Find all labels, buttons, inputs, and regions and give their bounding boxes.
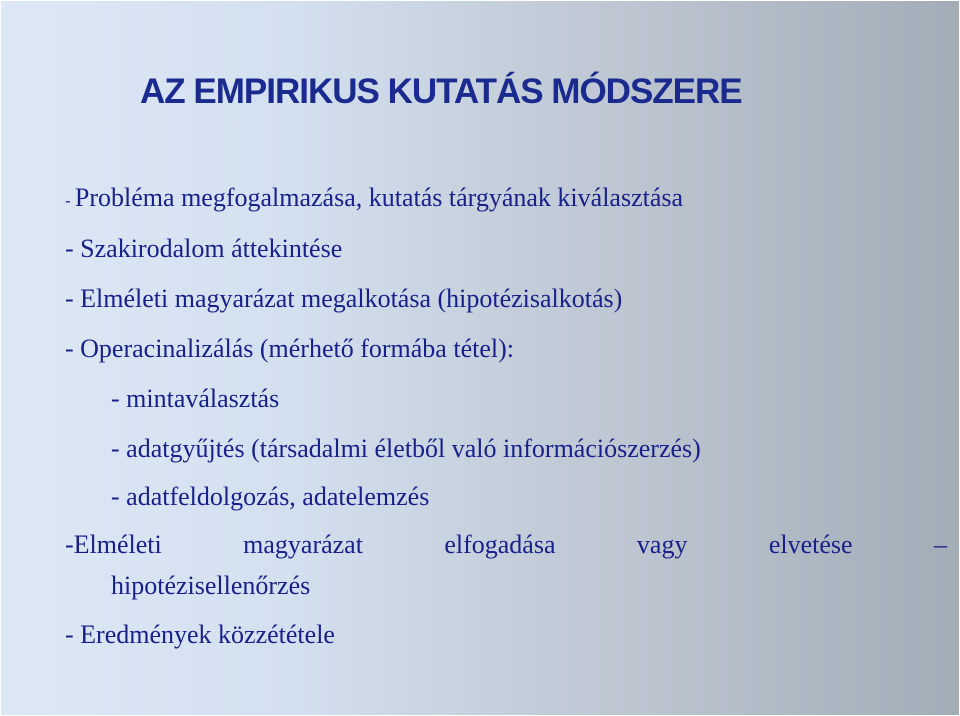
sub-list-item: - adatfeldolgozás, adatelemzés — [111, 482, 430, 511]
list-item-dash: - — [65, 191, 75, 210]
list-item: - Elméleti magyarázat megalkotása (hipotézisalkotás) — [65, 284, 623, 313]
list-item: - Szakirodalom áttekintése — [65, 234, 343, 263]
sub-list-item: - adatgyűjtés (társadalmi életből való információszerzés) — [111, 434, 701, 463]
list-item: - Operacinalizálás (mérhető formába tétel): — [65, 334, 514, 363]
slide-title: AZ EMPIRIKUS KUTATÁS MÓDSZERE — [140, 72, 742, 111]
word: magyarázat — [243, 530, 363, 559]
sub-list-item: - mintaválasztás — [111, 384, 280, 413]
list-item-justified — [65, 530, 947, 560]
word: -Elméleti — [65, 530, 162, 559]
word: – — [933, 530, 947, 559]
list-item-text: Probléma megfogalmazása, kutatás tárgyának kiválasztása — [74, 183, 684, 212]
list-item — [65, 183, 683, 216]
list-item-continuation: hipotézisellenőrzés — [111, 571, 311, 600]
list-item: - Eredmények közzététele — [65, 620, 335, 649]
word: vagy — [636, 530, 688, 559]
word: elfogadása — [444, 530, 556, 559]
word: elvetése — [768, 530, 853, 559]
